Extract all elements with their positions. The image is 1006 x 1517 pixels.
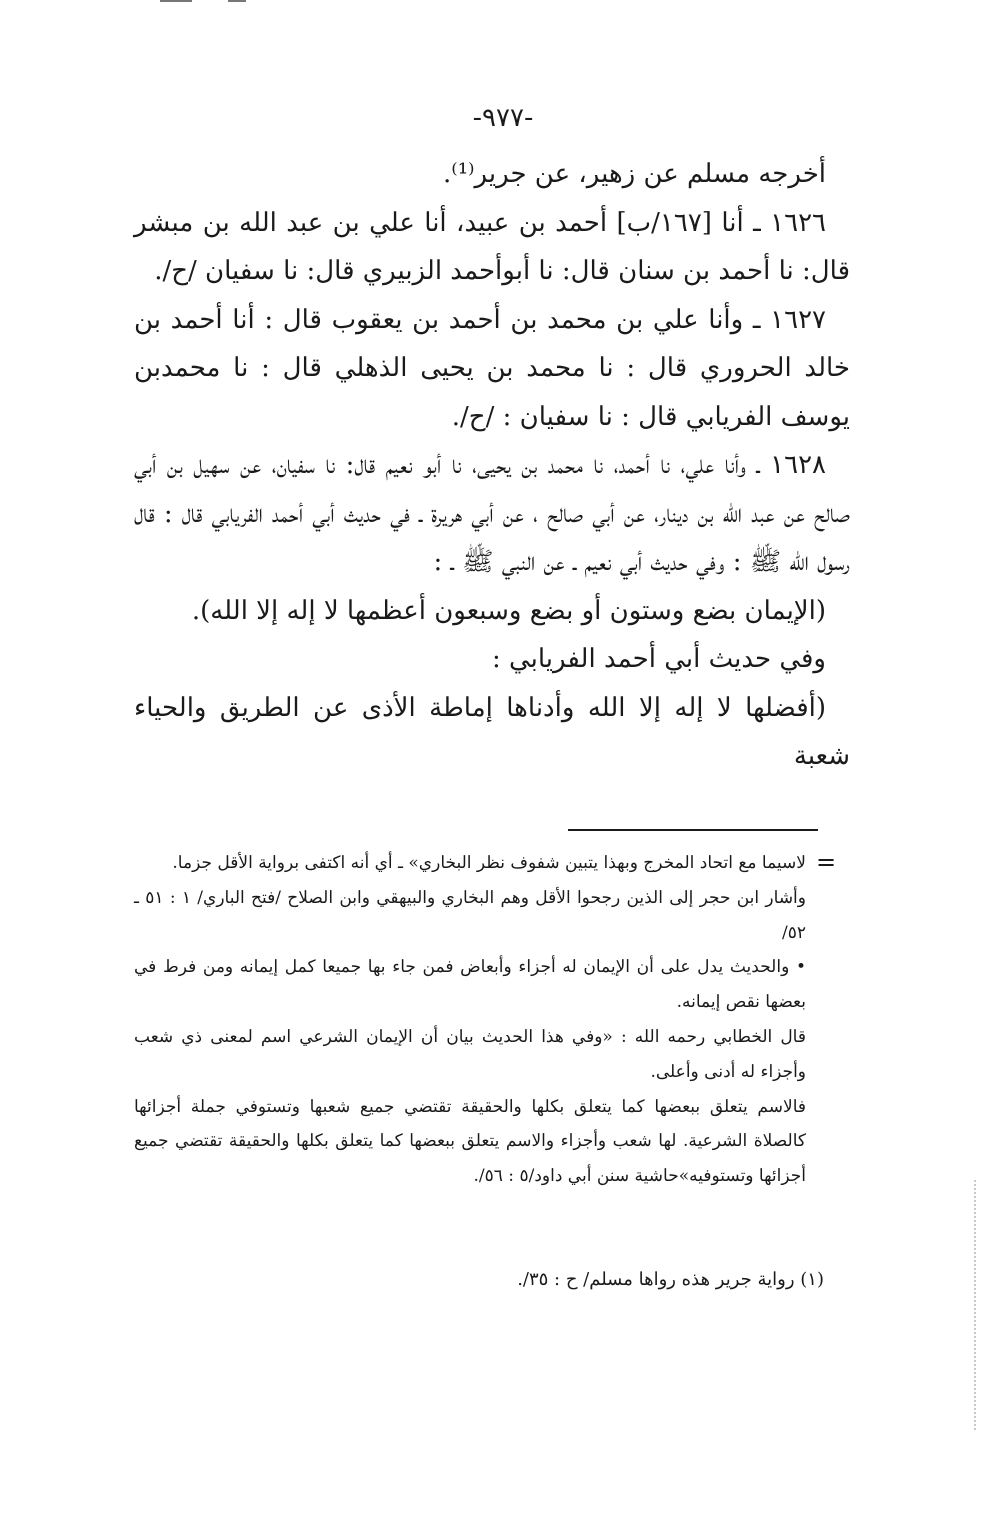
footnotes <box>134 846 806 1194</box>
scan-edge-artifact <box>972 1180 976 1430</box>
hadith-quote: (الإيمان بضع وستون أو بضع وسبعون أعظمها لا إله إلا الله). <box>191 595 826 626</box>
footnote-paragraph: وأشار ابن حجر إلى الذين رجحوا الأقل وهم البخاري والبيهقي وابن الصلاح /فتح الباري/ ١ : ٥١ ـ ٥٢/ <box>134 887 806 943</box>
scan-mark <box>228 0 246 2</box>
paragraph-1626: ١٦٢٦ ـ أنا [١٦٧/ب] أحمد بن عبيد، أنا علي بن عبد الله بن مبشر قال: نا أحمد بن سنان قال: نا أبوأحمد الزبيري قال: نا سفيان /ح/. <box>134 207 850 286</box>
paragraph-1627: ١٦٢٧ ـ وأنا علي بن محمد بن أحمد بن يعقوب قال : أنا أحمد بن خالد الحروري قال : نا محمد بن يحيى الذهلي قال : نا محمدبن يوسف الفريابي قال : نا سفيان : /ح/. <box>134 304 850 432</box>
scan-mark <box>160 0 192 2</box>
paragraph-footnote-ref: أخرجه مسلم عن زهير، عن جرير⁽¹⁾. <box>443 159 826 189</box>
footnote-paragraph: فالاسم يتعلق ببعضها كما يتعلق بكلها والحقيقة تقتضي جميع شعبها وتستوفي جملة أجزائها كالصلاة الشرعية. لها شعب وأجزاء والاسم يتعلق ببعضها كما يتعلق بكلها والحقيقة تقتضي جميع أجزائها وتستوفيه»حاشية سنن أبي داود/٥ : ٥٦/. <box>134 1096 806 1187</box>
page-number: -٩٧٧- <box>472 103 534 133</box>
continuation-mark: = <box>816 848 837 876</box>
footnote-divider <box>568 829 818 831</box>
footnote-paragraph: لاسيما مع اتحاد المخرج وبهذا يتبين شفوف نظر البخاري» ـ أي أنه اكتفى برواية الأقل جزما. <box>172 853 806 873</box>
footnote-paragraph: قال الخطابي رحمه الله : «وفي هذا الحديث بيان أن الإيمان الشرعي اسم لمعنى ذي شعب وأجزاء له أدنى وأعلى. <box>134 1026 806 1082</box>
narration-note: وفي حديث أبي أحمد الفريابي : <box>491 644 826 674</box>
footnote-paragraph: • والحديث يدل على أن الإيمان له أجزاء وأبعاض فمن جاء بها جميعا كمل إيمانه ومن فرط في بعضها نقص إيمانه. <box>134 957 806 1013</box>
main-text <box>134 150 850 781</box>
hadith-quote-continued: (أفضلها لا إله إلا الله وأدناها إماطة الأذى عن الطريق والحياء شعبة <box>134 692 850 771</box>
paragraph-1628: ١٦٢٨ ـ وأنا علي، نا أحمد، نا محمد بن يحيى، نا أبو نعيم قال: نا سفيان، عن سهيل بن أبي صالح عن عبد الله بن دينار، عن أبي صالح ، عن أبي هريرة ـ في حديث أبي أحمد الفريابي قال : قال رسول الله ﷺ : وفي حديث أبي نعيم ـ عن النبي ﷺ ـ : <box>134 450 850 577</box>
footnote-1: (١) رواية جرير هذه رواها مسلم/ ح : ٣٥/. <box>517 1269 824 1290</box>
